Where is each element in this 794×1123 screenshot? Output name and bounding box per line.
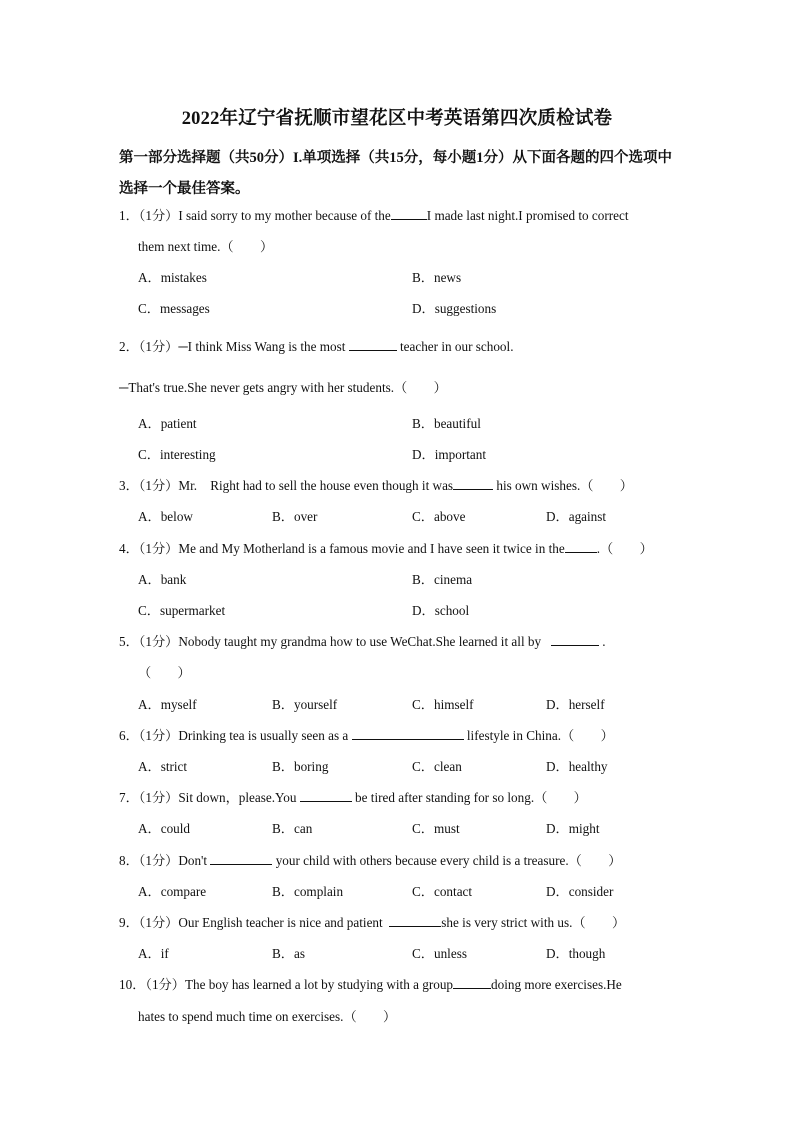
option-c: C．interesting (138, 447, 216, 462)
question-text-after: . (602, 634, 606, 649)
question-number: 2．（1分） (119, 339, 179, 354)
question-number: 9．（1分） (119, 915, 179, 930)
option-b: B．news (412, 270, 462, 285)
option-c: C．clean (412, 759, 462, 774)
option-c: C．unless (412, 946, 467, 961)
option-b: B．can (272, 821, 313, 836)
section-heading-line-2: 选择一个最佳答案。 (119, 181, 250, 197)
option-a: A．compare (138, 884, 207, 899)
question-text-after: .（ ） (596, 541, 653, 556)
option-d: D．consider (546, 884, 614, 899)
option-d: D．school (412, 603, 470, 618)
option-b: B．complain (272, 884, 344, 899)
question-number: 3．（1分） (119, 478, 179, 493)
option-d: D．might (546, 821, 600, 836)
question-text-after: I made last night.I promised to correct (426, 208, 629, 223)
question-text-after: lifestyle in China.（ ） (466, 728, 614, 743)
option-a: A．bank (138, 572, 187, 587)
answer-blank (453, 478, 493, 490)
question-text-before: Our English teacher is nice and patient (178, 915, 383, 930)
page-title: 2022年辽宁省抚顺市望花区中考英语第四次质检试卷 (181, 109, 613, 129)
question-3 (119, 477, 633, 495)
question-text-before: I said sorry to my mother because of the (178, 208, 391, 223)
answer-blank (389, 915, 441, 927)
question-text-before: Mr. Right had to sell the house even though it was (178, 478, 454, 493)
answer-blank (565, 541, 597, 553)
question-text-before: Don't (178, 853, 208, 868)
option-a: A．could (138, 821, 191, 836)
option-c: C．above (412, 509, 466, 524)
option-a: A．mistakes (138, 270, 207, 285)
question-text-before: Nobody taught my grandma how to use WeChat.She learned it all by (178, 634, 542, 649)
question-text-after: his own wishes.（ ） (496, 478, 633, 493)
option-b: B．yourself (272, 697, 338, 712)
question-number: 10．（1分） (119, 977, 185, 992)
question-7 (119, 789, 587, 807)
option-b: B．as (272, 946, 305, 961)
question-text-after: be tired after standing for so long.（ ） (355, 790, 587, 805)
question-5 (119, 633, 606, 651)
option-c: C．supermarket (138, 603, 226, 618)
question-number: 8．（1分） (119, 853, 179, 868)
question-text-before: The boy has learned a lot by studying with a group (184, 977, 454, 992)
option-a: A．myself (138, 697, 197, 712)
section-heading-line-1: 第一部分选择题（共50分）I.单项选择（共15分，每小题1分）从下面各题的四个选项中 (119, 150, 673, 166)
question-number: 1．（1分） (119, 208, 179, 223)
option-d: D．important (412, 447, 486, 462)
question-number: 7．（1分） (119, 790, 179, 805)
question-text-after: teacher in our school. (399, 339, 514, 354)
question-number: 6．（1分） (119, 728, 179, 743)
answer-blank (551, 634, 599, 646)
question-9 (119, 914, 625, 932)
option-b: B．over (272, 509, 318, 524)
answer-blank (352, 728, 464, 740)
option-d: D．healthy (546, 759, 608, 774)
question-1 (119, 207, 629, 225)
option-c: C．messages (138, 301, 210, 316)
question-text-after: she is very strict with us.（ ） (441, 915, 626, 930)
option-c: C．himself (412, 697, 474, 712)
option-a: A．if (138, 946, 169, 961)
question-2 (119, 338, 514, 356)
option-b: B．beautiful (412, 416, 481, 431)
option-c: C．must (412, 821, 460, 836)
question-8 (119, 852, 621, 870)
option-c: C．contact (412, 884, 473, 899)
question-number: 4．（1分） (119, 541, 179, 556)
question-text-before: Sit down，please.You (178, 790, 297, 805)
question-2-continuation: ─That's true.She never gets angry with her students.（ ） (119, 380, 447, 395)
option-a: A．below (138, 509, 193, 524)
option-a: A．patient (138, 416, 197, 431)
question-text-after: doing more exercises.He (491, 977, 622, 992)
question-4 (119, 540, 653, 558)
option-b: B．cinema (412, 572, 473, 587)
question-1-continuation: them next time.（ ） (138, 239, 274, 254)
option-b: B．boring (272, 759, 329, 774)
question-6 (119, 727, 614, 745)
answer-blank (349, 339, 397, 351)
question-text-before: Me and My Motherland is a famous movie and I have seen it twice in the (178, 541, 565, 556)
question-10 (119, 976, 622, 994)
option-d: D．against (546, 509, 607, 524)
answer-blank (210, 853, 272, 865)
option-a: A．strict (138, 759, 188, 774)
question-text-before: Drinking tea is usually seen as a (178, 728, 349, 743)
answer-blank (391, 208, 427, 220)
option-d: D．though (546, 946, 606, 961)
question-5-continuation: （ ） (138, 665, 191, 680)
question-text-after: your child with others because every child is a treasure.（ ） (275, 853, 622, 868)
option-d: D．suggestions (412, 301, 497, 316)
question-10-continuation: hates to spend much time on exercises.（ ） (138, 1009, 397, 1024)
answer-blank (300, 790, 352, 802)
question-number: 5．（1分） (119, 634, 179, 649)
option-d: D．herself (546, 697, 605, 712)
answer-blank (453, 977, 491, 989)
question-text-before: ─I think Miss Wang is the most (178, 339, 346, 354)
